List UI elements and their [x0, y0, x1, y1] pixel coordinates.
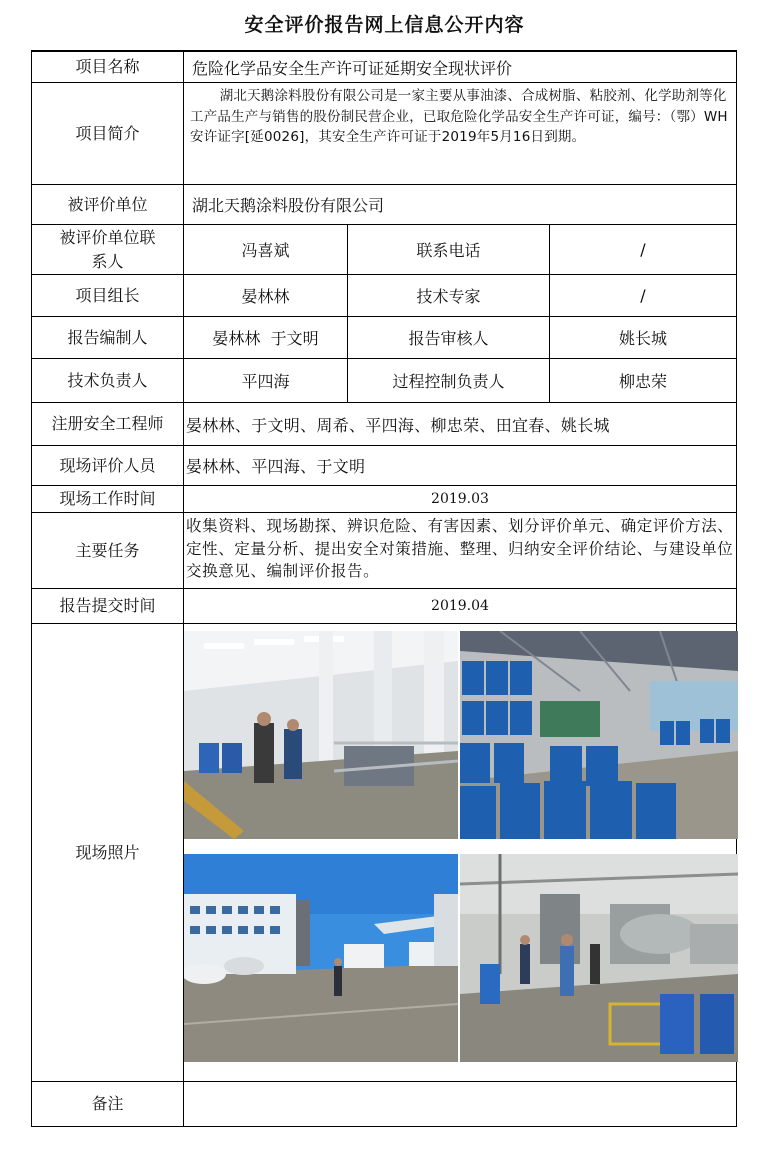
engineers-value: 晏林林、于文明、周希、平四海、柳忠荣、田宜春、姚长城	[186, 415, 610, 435]
tasks-value: 收集资料、现场勘探、辨识危险、有害因素、划分评价单元、确定评价方法、定性、定量分析、提出安全对策措施、整理、归纳安全评价结论、与建设单位交换意见、编制评价报告。	[186, 517, 734, 580]
project-intro-value: 湖北天鹅涂料股份有限公司是一家主要从事油漆、合成树脂、粘胶剂、化学助剂等化工产品生产与销售的股份制民营企业，已取危险化学品安全生产许可证，编号：（鄂）WH安许证字[延0026]，其安全生产许可证于2019年5月16日到期。	[190, 88, 728, 145]
site-time-value: 2019.03	[431, 491, 489, 507]
tasks-label: 主要任务	[32, 513, 184, 588]
submit-time-value: 2019.04	[431, 598, 489, 614]
phone-label: 联系电话	[348, 225, 550, 274]
photo-workshop-interior	[184, 631, 458, 839]
expert-value: /	[640, 286, 646, 305]
project-name-label: 项目名称	[32, 52, 184, 82]
site-time-label: 现场工作时间	[32, 486, 184, 512]
engineers-label: 注册安全工程师	[32, 403, 184, 445]
row-engineers	[31, 403, 737, 446]
tech-lead-label: 技术负责人	[32, 359, 184, 402]
row-tasks	[31, 513, 737, 589]
evaluators-label: 现场评价人员	[32, 446, 184, 485]
contact-label: 被评价单位联系人	[32, 225, 184, 274]
row-site-time	[31, 486, 737, 513]
project-name-value: 危险化学品安全生产许可证延期安全现状评价	[192, 58, 513, 78]
photos-grid	[184, 624, 736, 1081]
row-photos	[31, 624, 737, 1082]
remarks-value	[184, 1082, 736, 1126]
reviewer-label: 报告审核人	[348, 317, 550, 358]
row-remarks	[31, 1082, 737, 1127]
remarks-label: 备注	[32, 1082, 184, 1126]
submit-time-label: 报告提交时间	[32, 589, 184, 623]
reviewer-value: 姚长城	[618, 329, 667, 348]
row-team-leader	[31, 275, 737, 317]
contact-value: 冯喜斌	[184, 225, 348, 274]
project-intro-label: 项目简介	[32, 83, 184, 184]
row-tech-lead	[31, 359, 737, 403]
process-value: 柳忠荣	[618, 372, 667, 391]
evaluated-unit-value: 湖北天鹅涂料股份有限公司	[192, 196, 385, 215]
row-evaluators	[31, 446, 737, 486]
row-project-name	[31, 50, 737, 83]
report-writer-value: 晏林林 于文明	[184, 317, 348, 358]
team-leader-value: 晏林林	[184, 275, 348, 316]
evaluators-value: 晏林林、平四海、于文明	[186, 457, 366, 476]
row-project-intro	[31, 83, 737, 185]
row-submit-time	[31, 589, 737, 624]
page-title: 安全评价报告网上信息公开内容	[244, 14, 525, 36]
row-report-writer	[31, 317, 737, 359]
photos-label: 现场照片	[32, 624, 184, 1081]
row-evaluated-unit	[31, 185, 737, 225]
photo-drum-storage	[460, 631, 738, 839]
row-contact	[31, 225, 737, 275]
team-leader-label: 项目组长	[32, 275, 184, 316]
photo-factory-gate	[184, 854, 458, 1062]
info-table	[31, 50, 737, 1127]
process-label: 过程控制负责人	[348, 359, 550, 402]
tech-lead-value: 平四海	[184, 359, 348, 402]
report-writer-label: 报告编制人	[32, 317, 184, 358]
evaluated-unit-label: 被评价单位	[32, 185, 184, 224]
expert-label: 技术专家	[348, 275, 550, 316]
photo-production-equipment	[460, 854, 738, 1062]
phone-value: /	[640, 240, 646, 259]
